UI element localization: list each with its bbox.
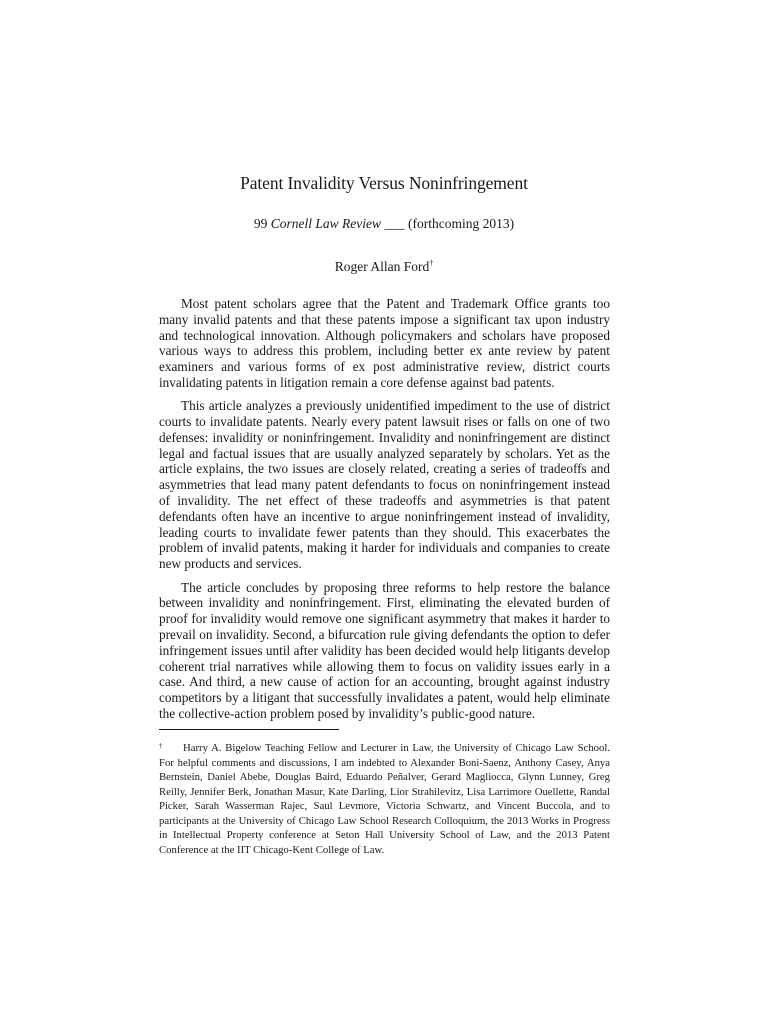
abstract-paragraph: Most patent scholars agree that the Patent and Trademark Office grants too many invalid patents and that these patents impose a significant tax upon industry and technological innovation. Although policymakers and scholars have proposed various ways to address this problem, including better ex ante review by patent examiners and various forms of ex post administrative review, district courts invalidating patents in litigation remain a core defense against bad patents. bbox=[159, 296, 610, 390]
paper-title: Patent Invalidity Versus Noninfringement bbox=[240, 173, 528, 193]
footnote-mark: † bbox=[159, 742, 163, 750]
citation-status: ___ (forthcoming 2013) bbox=[384, 216, 515, 231]
paper-citation bbox=[0, 216, 768, 232]
citation-journal: Cornell Law Review bbox=[270, 216, 381, 231]
abstract bbox=[159, 296, 610, 729]
paper-author bbox=[0, 259, 768, 275]
citation-volume: 99 bbox=[253, 216, 268, 231]
author-name: Roger Allan Ford bbox=[334, 259, 430, 274]
footnote-text: Harry A. Bigelow Teaching Fellow and Lecturer in Law, the University of Chicago Law School. For helpful comments and discussions, I am indebted to Alexander Boni-Saenz, Anthony Casey, Anya Bernstein, Daniel Abebe, Douglas Baird, Eduardo Peñalver, Gerard Magliocca, Glynn Lunney, Greg Reilly, Jennifer Berk, Jonathan Masur, Kate Darling, Lior Strahilevitz, Lisa Larrimore Ouellette, Randal Picker, Sarah Wasserman Rajec, Saul Levmore, Victoria Schwartz, and Vincent Buccola, and to participants at the University of Chicago Law School Research Colloquium, the 2013 Works in Progress in Intellectual Property conference at Seton Hall University School of Law, and the 2013 Patent Conference at the IIT Chicago-Kent College of Law. bbox=[159, 742, 610, 856]
abstract-paragraph: This article analyzes a previously unidentified impediment to the use of district courts to invalidate patents. Nearly every patent lawsuit rises or falls on one of two defenses: invalidity or noninfringement. Invalidity and noninfringement are distinct legal and factual issues that are usually analyzed separately by scholars. Yet as the article explains, the two issues are closely related, creating a series of tradeoffs and asymmetries that lead many patent defendants to focus on noninfringement instead of invalidity. The net effect of these tradeoffs and asymmetries is that patent defendants often have an incentive to argue noninfringement instead of invalidity, leading courts to invalidate fewer patents than they should. This exacerbates the problem of invalid patents, making it harder for individuals and companies to create new products and services. bbox=[159, 398, 610, 572]
footnote-divider bbox=[159, 729, 339, 730]
abstract-paragraph: The article concludes by proposing three reforms to help restore the balance between invalidity and noninfringement. First, eliminating the elevated burden of proof for invalidity would remove one significant asymmetry that makes it harder to prevail on invalidity. Second, a bifurcation rule giving defendants the option to defer infringement issues until after validity has been decided would help litigants develop coherent trial narratives while allowing them to focus on validity issues early in a case. And third, a new cause of action for an accounting, brought against industry competitors by a litigant that successfully invalidates a patent, would help eliminate the collective-action problem posed by invalidity’s public-good nature. bbox=[159, 579, 610, 721]
footnote bbox=[159, 741, 610, 857]
author-footnote-mark[interactable]: † bbox=[429, 258, 434, 268]
